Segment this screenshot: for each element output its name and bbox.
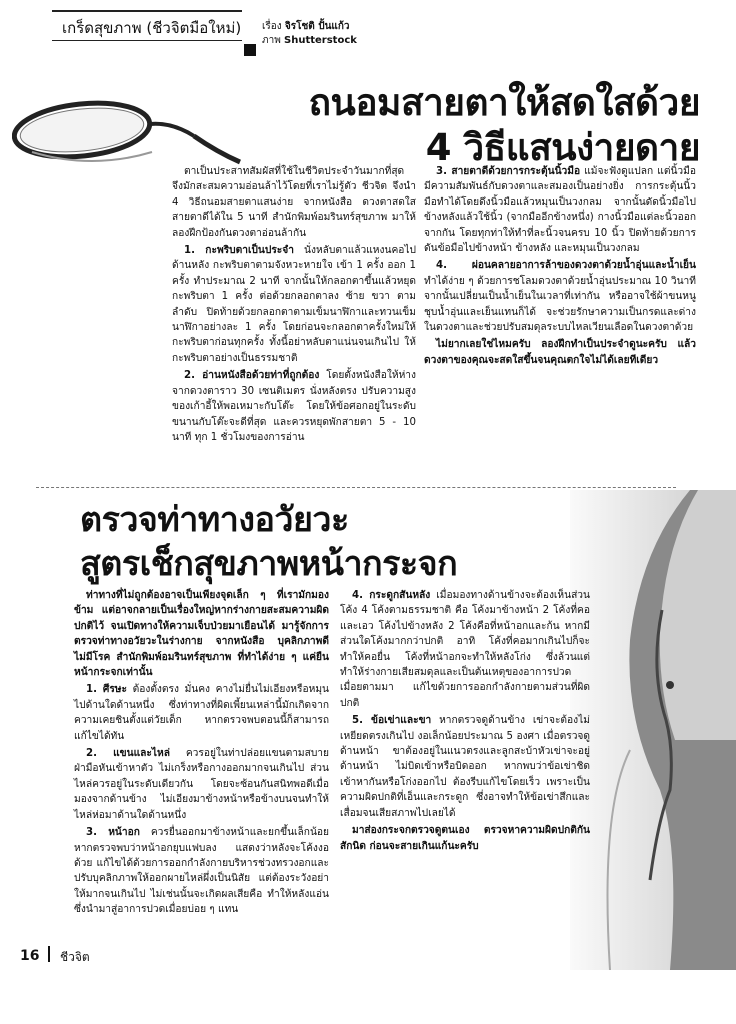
article1-p4-heading: 4. ผ่อนคลายอาการล้าของดวงตาด้วยน้ำอุ่นและน้ำเย็น	[436, 260, 696, 272]
article1-title	[309, 80, 700, 170]
article1-p2-heading: 2. อ่านหนังสือด้วยท่าที่ถูกต้อง	[184, 370, 320, 382]
article1-title-line2: 4 วิธีแสนง่ายดาย	[425, 126, 700, 169]
article2-p5-text: หากตรวจดูด้านข้าง เข่าจะต้องไม่เหยียดตรงเกินไป งอเล็กน้อยประมาณ 5 องศา เมื่อตรวจดูด้านหน้า ขาต้องอยู่ในแนวตรงและลูกสะบ้าหัวเข่าจะอยู่ด้านหน้า ไม่บิดเข้าหรือบิดออก หากพบว่าข้อเข่าชิดเข้าหากันหรือโก่งออกไป ต้องรีบแก้ไขโดยเร็ว เพราะเป็นความผิดปกติที่เอ็นและกระดูก ซึ่งอาจทำให้ข้อเข่าสึกและเสื่อมจนเสียสภาพไปเลยได้	[340, 715, 590, 819]
article2-p2-heading: 2. แขนและไหล่	[86, 748, 170, 760]
article1-p2-text: โดยตั้งหนังสือให้ห่างจากดวงตาราว 30 เซนติเมตร นั่งหลังตรง ปรับความสูงของเก้าอี้ให้พอเหมาะกับโต๊ะ โดยให้ข้อศอกอยู่ในระดับขนานกับโต๊ะจะดีที่สุด และควรหยุดพักสายตา 5 - 10 นาที ทุก 1 ชั่วโมงของการอ่าน	[172, 370, 416, 443]
article2-p4-text: เมื่อมองทางด้านข้างจะต้องเห็นส่วนโค้ง 4 โค้งตามธรรมชาติ คือ โค้งมาข้างหน้า 2 โค้งที่คอและเอว โค้งไปข้างหลัง 2 โค้งคือที่หน้าอกและก้น หากมีส่วนใดโค้งมากกว่าปกติ อาทิ โค้งที่คอมากเกินไปก็จะทำให้คอยื่น โค้งที่หน้าอกจะทำให้หลังโก่ง ซึ่งล้วนแต่ทำให้ร่างกายเสียสมดุลและเป็นต้นเหตุของอาการปวดเมื่อยตามมา แก้ไขด้วยการออกกำลังกายตามส่วนที่ผิดปกติ	[340, 590, 590, 709]
article2-title-line1: ตรวจท่าทางอวัยวะ	[80, 500, 349, 540]
article2-intro: ท่าทางที่ไม่ถูกต้องอาจเป็นเพียงจุดเล็ก ๆ ที่เรามักมองข้าม แต่อาจกลายเป็นเรื่องใหญ่หากร่างกายสะสมความผิดปกติไว้ จนเปิดทางให้ความเจ็บป่วยมาเยือนได้ มารู้จักการตรวจท่าทางอวัยวะในร่างกาย จากหนังสือ บุคลิกภาพดี ไม่มีโรค สำนักพิมพ์อมรินทร์สุขภาพ ที่ทำได้ง่าย ๆ แค่ยืนหน้ากระจกเท่านั้น	[74, 590, 329, 679]
article1-p1-text: นั่งหลับตาแล้วแหงนคอไปด้านหลัง กะพริบตาตามจังหวะหายใจ เข้า 1 ครั้ง ออก 1 ครั้ง ทำประมาณ 2 นาที จากนั้นให้กลอกตาขึ้นแล้วหยุด กะพริบตา 1 ครั้ง ต่อด้วยกลอกตาลง ซ้าย ขวา ตามลำดับ ปิดท้ายด้วยกลอกตาตามเข็มนาฬิกาและทวนเข็มนาฬิกาอย่างละ 1 ครั้ง โดยก่อนจะกลอกตาครั้งใหม่ให้กะพริบตาก่อนทุกครั้ง ทั้งนี้อย่าหลับตาแน่นจนเกินไป ให้กะพริบตาอย่างเป็นธรรมชาติ	[172, 245, 416, 364]
article2-title	[80, 498, 457, 586]
article2-p3-heading: 3. หน้าอก	[86, 827, 140, 839]
article1-outro: ไม่ยากเลยใช่ไหมครับ ลองฝึกทำเป็นประจำดูนะครับ แล้วดวงตาของคุณจะสดใสขึ้นจนคุณตกใจไม่ได้เลยทีเดียว	[424, 339, 696, 366]
article1-p3-text: แม้จะฟังดูแปลก แต่นิ้วมือมีความสัมพันธ์กับดวงตาและสมองเป็นอย่างยิ่ง การกระตุ้นนิ้วมือทำได้โดยดึงนิ้วมือแล้วหมุนเป็นวงกลม จากนั้นดัดนิ้วมือไปข้างหลังแล้วใช้นิ้ว (จากมืออีกข้างหนึ่ง) กางนิ้วมือแต่ละนิ้วออกจากกัน โดยทุกท่าให้ทำที่ละนิ้วจนครบ 10 นิ้ว ปิดท้ายด้วยการดันข้อมือไปข้างหน้า ข้างหลัง และหมุนเป็นวงกลม	[424, 166, 696, 255]
article1-column-left	[172, 164, 416, 447]
footer-divider	[48, 946, 50, 962]
section-divider	[36, 487, 676, 488]
article1-title-line1: ถนอมสายตาให้สดใสด้วย	[308, 81, 700, 124]
article2-outro: มาส่องกระจกตรวจดูตนเอง ตรวจหาความผิดปกติกันสักนิด ก่อนจะสายเกินแก้นะครับ	[340, 825, 590, 852]
article1-column-right	[424, 164, 696, 370]
article2-column-left	[74, 588, 329, 920]
article2-p5-heading: 5. ข้อเข่าและขา	[352, 715, 432, 727]
page-number: 16	[20, 948, 40, 964]
header-square-ornament	[244, 44, 256, 56]
article2-p1-text: ต้องตั้งตรง มั่นคง คางไม่ยื่นไม่เอียงหรือหมุนไปด้านใดด้านหนึ่ง ซึ่งท่าทางที่ผิดเพี้ยนเหล่านี้มักเกิดจากความเคยชินตั้งแต่วัยเด็ก หากตรวจพบตอนนี้ก็สามารถแก้ไขได้ทัน	[74, 684, 329, 742]
article1-p3-heading: 3. สายตาดีด้วยการกระตุ้นนิ้วมือ	[436, 166, 581, 177]
article2-title-line2: สูตรเช็กสุขภาพหน้ากระจก	[80, 544, 458, 584]
article2-p2-text: ควรอยู่ในท่าปล่อยแขนตามสบาย ฝ่ามือหันเข้าหาตัว ไม่เกร็งหรือกางออกมากจนเกินไป ส่วนไหล่ควรอยู่ในระดับเดียวกัน โดยจะซ้อนกันสนิทพอดีเมื่อมองจากด้านข้าง ไม่เอียงมาข้างหน้าหรือข้างบนจนทำให้ไหล่ห่อมาด้านใดด้านหนึ่ง	[74, 748, 329, 821]
magazine-name: ชีวจิต	[60, 950, 90, 964]
article2-column-right	[340, 588, 590, 856]
photo-credit: Shutterstock	[284, 35, 357, 46]
article2-p3-text: ควรยื่นออกมาข้างหน้าและยกขึ้นเล็กน้อย หากตรวจพบว่าหน้าอกยุบแฟบลง แสดงว่าหลังจะโค้งงอด้วย แก้ไขได้ด้วยการออกกำลังกายบริหารช่วงทรวงอกและปรับบุคลิกภาพให้ออกผายไหล่ผึ่งเป็นนิสัย แต่ต้องระวังอย่าให้มากจนเกินไป ไม่เช่นนั้นจะเกิดผลเสียคือ ทำให้หลังแอ่น ซึ่งนำมาสู่อาการปวดเมื่อยบ่อย ๆ แทน	[74, 827, 329, 916]
photo-label: ภาพ	[262, 35, 281, 46]
article1-p4-text: ทำได้ง่าย ๆ ด้วยการชโลมดวงตาด้วยน้ำอุ่นประมาณ 10 วินาที จากนั้นเปลี่ยนเป็นน้ำเย็นในเวลาที่เท่ากัน หรืออาจใช้ผ้าขนหนูชุบน้ำอุ่นและเย็นแทนก็ได้ จะช่วยรักษาความเป็นกรดและด่างในดวงตาและช่วยปรับสมดุลระบบไหลเวียนเลือดในดวงตาด้วย	[424, 275, 696, 334]
article2-p4-heading: 4. กระดูกสันหลัง	[352, 590, 431, 601]
article1-p1-heading: 1. กะพริบตาเป็นประจำ	[184, 245, 294, 257]
eyeglasses-image	[12, 92, 242, 172]
writer-name: จิรโชติ ปั้นแก้ว	[284, 21, 350, 32]
section-title: เกร็ดสุขภาพ (ชีวจิตมือใหม่)	[62, 19, 242, 37]
article1-intro: ตาเป็นประสาทสัมผัสที่ใช้ในชีวิตประจำวันมากที่สุด จึงมักสะสมความอ่อนล้าไว้โดยที่เราไม่รู้ตัว ชีวจิต จึงนำ 4 วิธีถนอมสายตาแสนง่าย จากหนังสือ ดวงตาสดใส สายตาดีได้ใน 5 นาที สำนักพิมพ์อมรินทร์สุขภาพ มาให้ลองฝึกป้องกันดวงตาอ่อนล้ากัน	[172, 166, 416, 239]
article2-p1-heading: 1. ศีรษะ	[86, 684, 127, 696]
credits	[262, 20, 357, 48]
writer-label: เรื่อง	[262, 21, 282, 32]
woman-mirror-photo	[570, 490, 736, 970]
